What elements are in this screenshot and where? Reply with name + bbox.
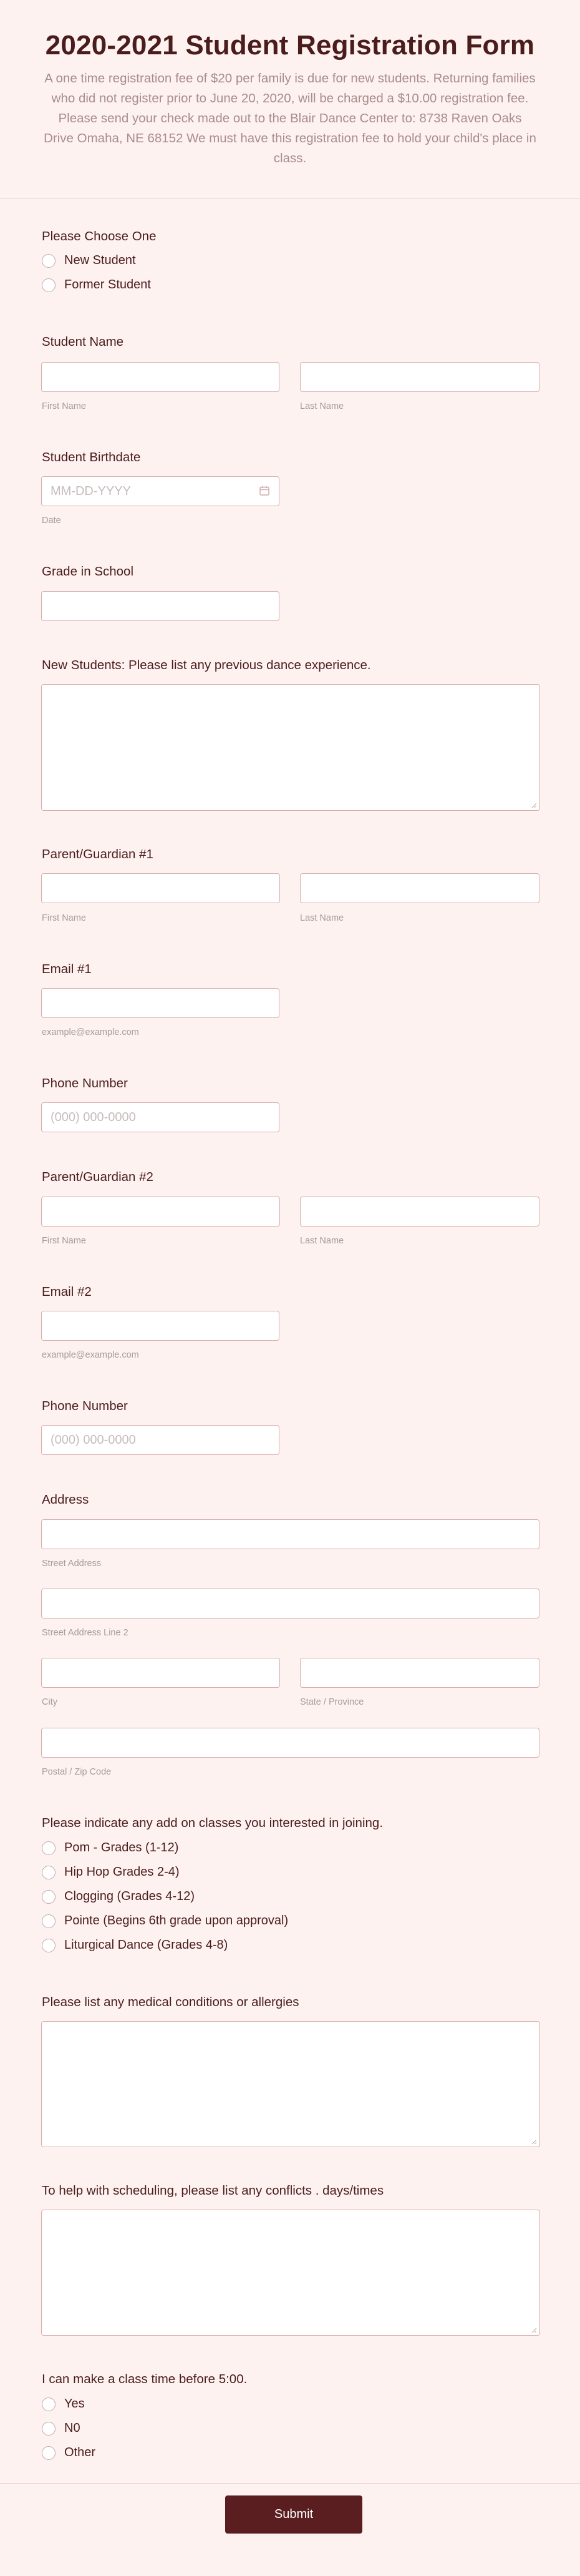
student-last-name-input[interactable] xyxy=(300,362,539,392)
email-sublabel: example@example.com xyxy=(42,1027,139,1037)
medical-textarea[interactable] xyxy=(41,2021,540,2147)
street-address-input[interactable] xyxy=(41,1519,539,1549)
phone1-placeholder: (000) 000-0000 xyxy=(51,1110,136,1124)
radio-circle[interactable] xyxy=(42,254,56,268)
phone1-input[interactable] xyxy=(41,1102,279,1132)
radio-circle[interactable] xyxy=(42,2446,56,2460)
radio-label: Former Student xyxy=(64,278,151,291)
choose-label: Please Choose One xyxy=(42,229,157,243)
radio-addon-liturgical[interactable] xyxy=(42,1938,228,1952)
addons-label: Please indicate any add on classes you interested in joining. xyxy=(42,1816,384,1830)
phone2-placeholder: (000) 000-0000 xyxy=(51,1432,136,1447)
radio-label: Pom - Grades (1-12) xyxy=(64,1841,179,1854)
conflicts-textarea[interactable] xyxy=(41,2210,540,2336)
radio-circle[interactable] xyxy=(42,1841,56,1855)
last-name-sublabel: Last Name xyxy=(300,1236,344,1246)
birthdate-input[interactable] xyxy=(41,476,279,506)
radio-circle[interactable] xyxy=(42,2397,56,2411)
first-name-sublabel: First Name xyxy=(42,1236,86,1246)
email1-label: Email #1 xyxy=(42,962,92,976)
radio-label: New Student xyxy=(64,253,136,267)
birthdate-label: Student Birthdate xyxy=(42,450,141,464)
student-first-name-input[interactable] xyxy=(41,362,279,392)
form-description: A one time registration fee of $20 per family is due for new students. Returning families who did not register prior to June 20, 2020, will be charged a $10.00 registration fee. Please send your check made out to the Blair Dance Center to: 8738 Raven Oaks Drive Omaha, NE 68152 We must have this registration fee to hold your child's place in class. xyxy=(44,71,536,165)
first-name-sublabel: First Name xyxy=(42,913,86,923)
phone1-label: Phone Number xyxy=(42,1076,128,1090)
radio-label: Pointe (Begins 6th grade upon approval) xyxy=(64,1914,289,1927)
radio-addon-pom[interactable] xyxy=(42,1841,178,1855)
radio-circle[interactable] xyxy=(42,1939,56,1952)
radio-former-student[interactable] xyxy=(42,278,151,292)
experience-label: New Students: Please list any previous dance experience. xyxy=(42,658,371,672)
phone2-label: Phone Number xyxy=(42,1399,128,1413)
email2-input[interactable] xyxy=(41,1311,279,1341)
parent1-first-name-input[interactable] xyxy=(41,873,280,903)
address-label: Address xyxy=(42,1492,89,1507)
birthdate-placeholder: MM-DD-YYYY xyxy=(51,484,131,498)
zip-sublabel: Postal / Zip Code xyxy=(42,1767,112,1777)
radio-new-student[interactable] xyxy=(42,253,136,268)
radio-addon-pointe[interactable] xyxy=(42,1914,288,1928)
class-time-label: I can make a class time before 5:00. xyxy=(42,2372,248,2386)
experience-textarea[interactable] xyxy=(41,684,540,811)
parent1-last-name-input[interactable] xyxy=(300,873,539,903)
radio-class-time-yes[interactable] xyxy=(42,2397,85,2411)
radio-circle[interactable] xyxy=(42,1866,56,1879)
parent2-label: Parent/Guardian #2 xyxy=(42,1170,153,1184)
resize-grip-icon[interactable] xyxy=(531,803,537,808)
street-address-line2-input[interactable] xyxy=(41,1589,539,1619)
state-input[interactable] xyxy=(300,1658,539,1688)
student-name-label: Student Name xyxy=(42,335,124,349)
radio-class-time-other[interactable] xyxy=(42,2446,95,2460)
radio-label: Hip Hop Grades 2-4) xyxy=(64,1865,180,1879)
conflicts-label: To help with scheduling, please list any conflicts . days/times xyxy=(42,2183,384,2198)
radio-circle[interactable] xyxy=(42,2422,56,2436)
radio-label: N0 xyxy=(64,2421,80,2435)
radio-label: Clogging (Grades 4-12) xyxy=(64,1889,195,1903)
resize-grip-icon[interactable] xyxy=(531,2139,537,2145)
calendar-icon[interactable] xyxy=(259,485,270,496)
street-address-line2-sublabel: Street Address Line 2 xyxy=(42,1628,128,1638)
radio-label: Other xyxy=(64,2446,96,2459)
email-sublabel: example@example.com xyxy=(42,1350,139,1360)
radio-circle[interactable] xyxy=(42,1914,56,1928)
phone2-input[interactable] xyxy=(41,1425,279,1455)
parent1-label: Parent/Guardian #1 xyxy=(42,847,153,861)
radio-circle[interactable] xyxy=(42,1890,56,1904)
form-header xyxy=(0,0,580,198)
radio-label: Yes xyxy=(64,2397,85,2411)
date-sublabel: Date xyxy=(42,516,61,526)
grade-label: Grade in School xyxy=(42,564,134,579)
grade-input[interactable] xyxy=(41,591,279,621)
first-name-sublabel: First Name xyxy=(42,401,86,411)
email2-label: Email #2 xyxy=(42,1285,92,1299)
city-sublabel: City xyxy=(42,1697,57,1707)
radio-circle[interactable] xyxy=(42,278,56,292)
radio-class-time-no[interactable] xyxy=(42,2421,80,2436)
state-sublabel: State / Province xyxy=(300,1697,364,1707)
street-address-sublabel: Street Address xyxy=(42,1559,102,1569)
medical-label: Please list any medical conditions or allergies xyxy=(42,1995,299,2009)
form-title: 2020-2021 Student Registration Form xyxy=(45,30,535,61)
radio-addon-clogging[interactable] xyxy=(42,1889,195,1904)
last-name-sublabel: Last Name xyxy=(300,401,344,411)
resize-grip-icon[interactable] xyxy=(531,2328,537,2333)
email1-input[interactable] xyxy=(41,988,279,1018)
zip-input[interactable] xyxy=(41,1728,539,1758)
radio-addon-hip-hop[interactable] xyxy=(42,1865,180,1879)
submit-button[interactable]: Submit xyxy=(225,2495,362,2534)
parent2-first-name-input[interactable] xyxy=(41,1197,280,1227)
parent2-last-name-input[interactable] xyxy=(300,1197,539,1227)
city-input[interactable] xyxy=(41,1658,280,1688)
last-name-sublabel: Last Name xyxy=(300,913,344,923)
radio-label: Liturgical Dance (Grades 4-8) xyxy=(64,1938,228,1952)
